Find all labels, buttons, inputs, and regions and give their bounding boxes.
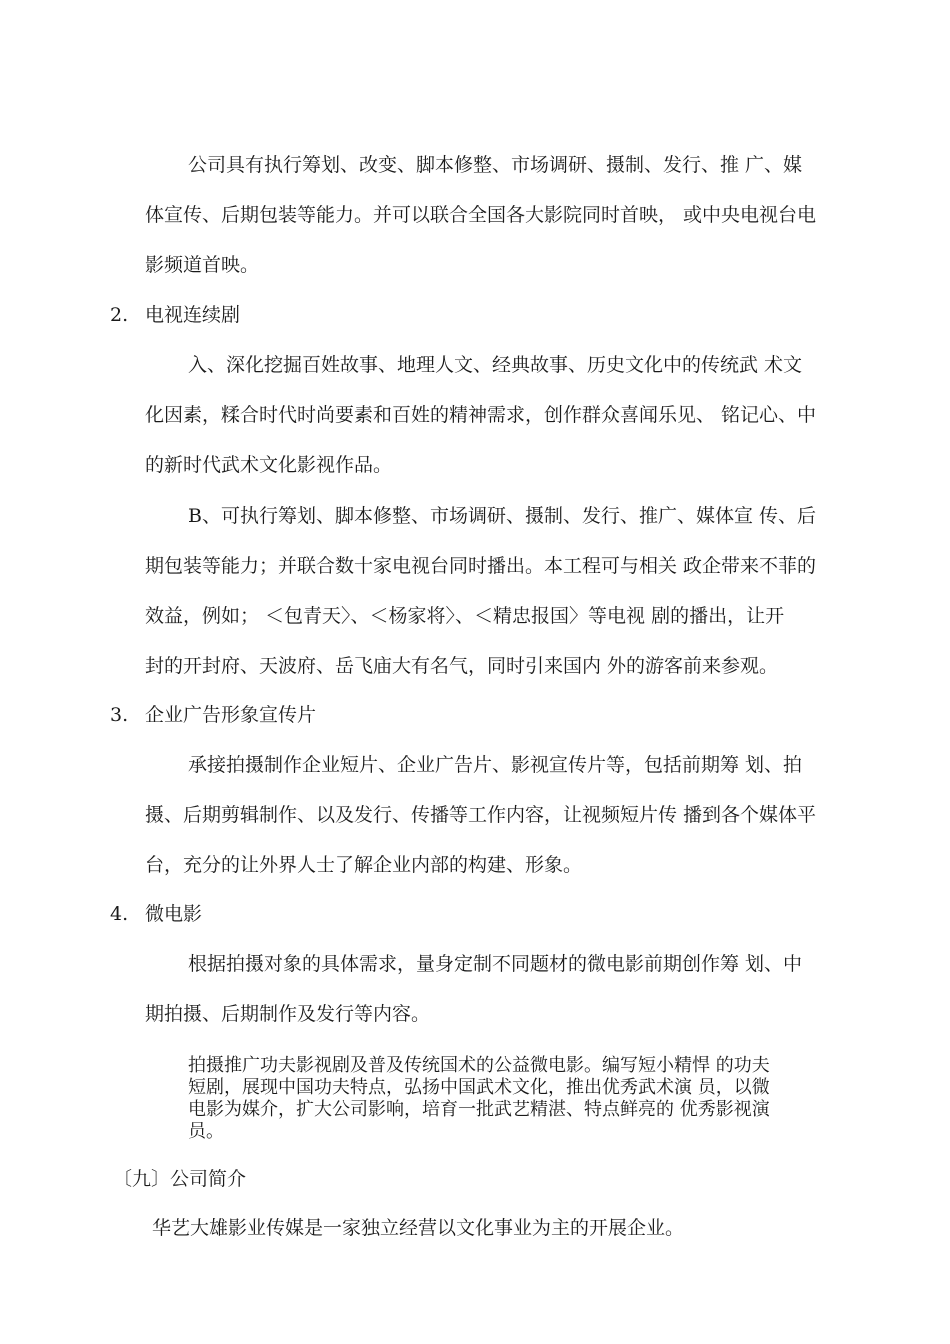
paragraph-2b-line-2: 期包装等能力；并联合数十家电视台同时播出。本工程可与相关 政企带来不菲的 <box>145 555 817 577</box>
paragraph-5-line-2: 短剧，展现中国功夫特点，弘扬中国武术文化，推出优秀武术演 员，以微 <box>188 1077 770 1098</box>
section-9-heading: 〔九〕公司简介 <box>113 1168 247 1190</box>
paragraph-2a-line-3: 的新时代武术文化影视作品。 <box>145 454 393 476</box>
item-3-title: 企业广告形象宣传片 <box>145 704 317 726</box>
item-2-title: 电视连续剧 <box>145 304 241 326</box>
paragraph-5-line-4: 员。 <box>188 1121 224 1142</box>
item-4-number: 4. <box>110 903 129 925</box>
paragraph-1-line-3: 影频道首映。 <box>145 254 260 276</box>
item-2-number: 2. <box>110 304 129 326</box>
paragraph-2a-line-1: 入、深化挖掘百姓故事、地理人文、经典故事、历史文化中的传统武 术文 <box>188 354 803 376</box>
paragraph-2b-line-4: 封的开封府、天波府、岳飞庙大有名气，同时引来国内 外的游客前来参观。 <box>145 655 779 677</box>
paragraph-5-line-3: 电影为媒介，扩大公司影响，培育一批武艺精湛、特点鲜亮的 优秀影视演 <box>188 1099 770 1120</box>
paragraph-1-line-1: 公司具有执行筹划、改变、脚本修整、市场调研、摄制、发行、推 广、媒 <box>188 154 803 176</box>
paragraph-2b-line-3: 效益，例如； ＜包青天〉、＜杨家将〉、＜精忠报国〉等电视 剧的播出，让开 <box>145 605 785 627</box>
paragraph-2a-line-2: 化因素，糅合时代时尚要素和百姓的精神需求，创作群众喜闻乐见、 铭记心、中 <box>145 404 817 426</box>
paragraph-3-line-1: 承接拍摄制作企业短片、企业广告片、影视宣传片等，包括前期筹 划、拍 <box>188 754 803 776</box>
paragraph-4-line-2: 期拍摄、后期制作及发行等内容。 <box>145 1003 431 1025</box>
company-intro: 华艺大雄影业传媒是一家独立经营以文化事业为主的开展企业。 <box>152 1217 685 1239</box>
paragraph-3-line-3: 台，充分的让外界人士了解企业内部的构建、形象。 <box>145 854 583 876</box>
paragraph-2b-line-1: B、可执行筹划、脚本修整、市场调研、摄制、发行、推广、媒体宣 传、后 <box>188 505 817 527</box>
item-4-title: 微电影 <box>145 903 203 925</box>
item-3-number: 3. <box>110 704 129 726</box>
paragraph-1-line-2: 体宣传、后期包装等能力。并可以联合全国各大影院同时首映， 或中央电视台电 <box>145 204 817 226</box>
paragraph-4-line-1: 根据拍摄对象的具体需求，量身定制不同题材的微电影前期创作筹 划、中 <box>188 953 803 975</box>
paragraph-3-line-2: 摄、后期剪辑制作、以及发行、传播等工作内容，让视频短片传 播到各个媒体平 <box>145 804 817 826</box>
paragraph-5-line-1: 拍摄推广功夫影视剧及普及传统国术的公益微电影。编写短小精悍 的功夫 <box>188 1055 770 1076</box>
paragraph-5 <box>188 1055 868 1143</box>
